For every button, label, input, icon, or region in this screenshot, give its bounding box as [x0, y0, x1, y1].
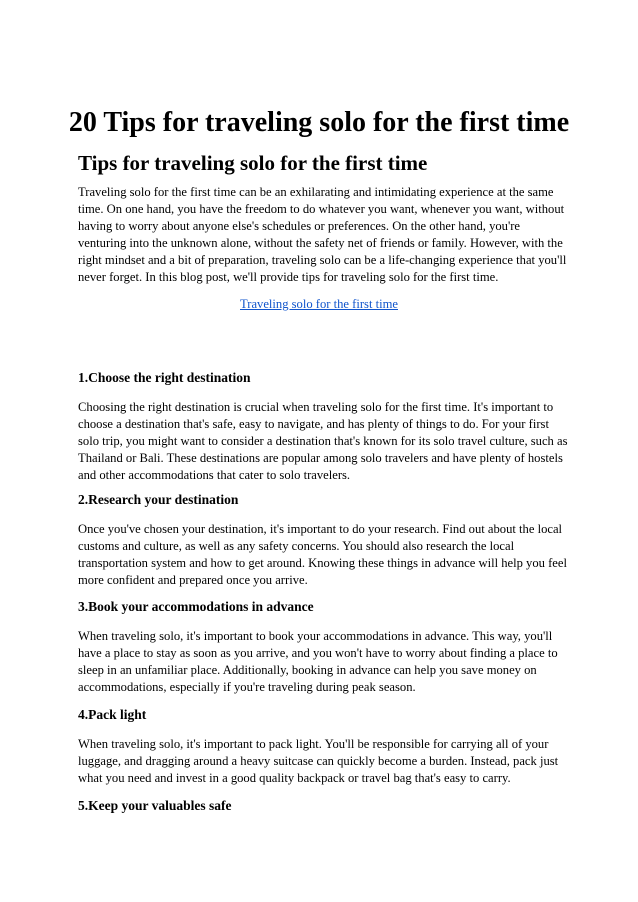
section-heading: 3.Book your accommodations in advance	[78, 599, 314, 614]
document-title: 20 Tips for traveling solo for the first time	[68, 107, 570, 138]
section-heading: 1.Choose the right destination	[78, 370, 251, 385]
section-paragraph: When traveling solo, it's important to pack light. You'll be responsible for carrying all of your luggage, and dragging around a heavy suitcase can quickly become a burden. Instead, pack just what you need and invest in a good quality backpack or travel bag that's easy to carry.	[78, 737, 559, 785]
link-row	[0, 296, 638, 313]
intro-paragraph: Traveling solo for the first time can be an exhilarating and intimidating experience at the same time. On one hand, you have the freedom to do whatever you want, whenever you want, without having to worry about anyone else's schedules or preferences. On the other hand, you're venturing into the unknown alone, without the safety net of friends or family. However, with the right mindset and a bit of preparation, traveling solo can be a life-changing experience that you'll never forget. In this blog post, we'll provide tips for traveling solo for the first time.	[78, 185, 567, 284]
section-paragraph: Choosing the right destination is crucial when traveling solo for the first time. It's important to choose a destination that's safe, easy to navigate, and has plenty of things to do. For your first solo trip, you might want to consider a destination that's known for its solo travel culture, such as Thailand or Bali. These destinations are popular among solo travelers and have plenty of hostels and other accommodations that cater to solo travelers.	[78, 400, 568, 482]
section-paragraph: Once you've chosen your destination, it's important to do your research. Find out about the local customs and culture, as well as any safety concerns. You should also research the local transportation system and how to get around. Knowing these things in advance will help you feel more confident and prepared once you arrive.	[78, 522, 567, 587]
traveling-solo-link[interactable]: Traveling solo for the first time	[240, 297, 398, 311]
document-subtitle: Tips for traveling solo for the first time	[78, 151, 428, 175]
section-heading: 4.Pack light	[78, 707, 147, 722]
section-paragraph: When traveling solo, it's important to book your accommodations in advance. This way, you'll have a place to stay as soon as you arrive, and you won't have to worry about finding a place to sleep in an unfamiliar place. Additionally, booking in advance can help you save money on accommodations, especially if you're traveling during peak season.	[78, 629, 558, 694]
section-heading: 2.Research your destination	[78, 492, 239, 507]
section-heading: 5.Keep your valuables safe	[78, 798, 232, 813]
